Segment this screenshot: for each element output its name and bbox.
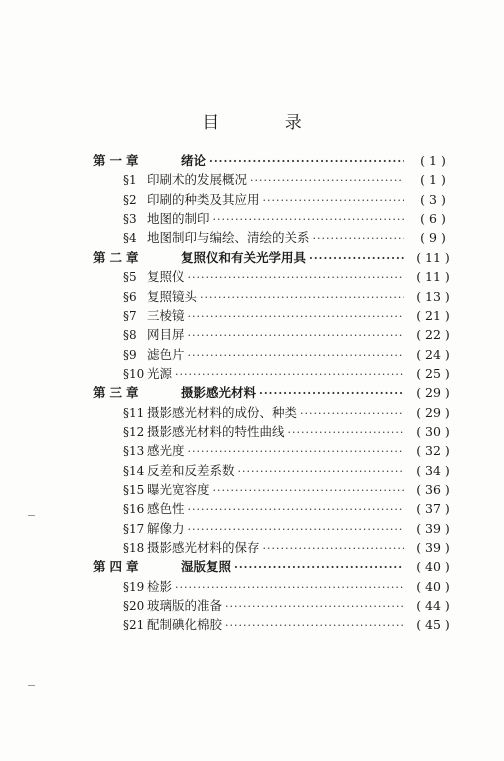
dot-leader [225, 597, 404, 616]
toc-section-row [123, 345, 459, 364]
toc-section-row [123, 596, 459, 615]
section-number: §7 [123, 308, 137, 323]
dot-leader [188, 307, 404, 326]
section-number: §1 [123, 173, 137, 188]
toc-chapter-row [93, 248, 459, 267]
section-title: 曝光宽容度 [147, 482, 210, 497]
dot-leader [263, 191, 404, 210]
dot-leader [200, 288, 404, 307]
dot-leader [288, 423, 404, 442]
page-number: ( 21 ) [416, 307, 450, 323]
page-number: ( 6 ) [420, 211, 446, 227]
toc-chapter-row [93, 383, 459, 402]
section-title: 三棱镜 [147, 307, 185, 323]
section-number: §15 [123, 483, 145, 497]
page-number: ( 44 ) [416, 598, 450, 613]
section-title: 网目屏 [147, 327, 185, 343]
chapter-number: 第四章 [93, 559, 143, 575]
toc-section-row [123, 499, 459, 518]
toc-section-row [123, 170, 459, 189]
toc-section-row [123, 287, 459, 306]
page-number: ( 11 ) [416, 269, 450, 285]
section-title: 配制碘化棉胶 [147, 617, 223, 633]
section-title: 复照镜头 [147, 288, 198, 304]
toc-section-row [123, 306, 459, 325]
section-title: 感光度 [147, 443, 185, 459]
toc-section-row [123, 190, 459, 209]
page-number: ( 25 ) [416, 365, 450, 381]
section-number: §19 [123, 579, 145, 594]
page-number: ( 39 ) [416, 540, 450, 555]
page-number: ( 3 ) [420, 191, 446, 207]
page-number: ( 29 ) [416, 385, 450, 401]
dot-leader [300, 404, 404, 423]
edge-mark [28, 685, 35, 686]
chapter-title: 摄影感光材料 [181, 385, 257, 401]
page-number: ( 36 ) [416, 482, 450, 497]
section-number: §6 [123, 289, 137, 304]
section-number: §18 [123, 541, 145, 555]
dot-leader [209, 152, 404, 171]
section-title: 印刷术的发展概况 [147, 172, 248, 188]
section-number: §17 [123, 521, 145, 536]
page-number: ( 11 ) [416, 249, 450, 265]
section-number: §9 [123, 347, 137, 362]
toc-section-row [123, 538, 459, 557]
toc-section-row [123, 209, 459, 228]
toc-chapter-row [93, 557, 459, 576]
toc-section-row [123, 267, 459, 286]
toc-section-row [123, 615, 459, 634]
section-title: 检影 [147, 578, 173, 594]
page-number: ( 32 ) [416, 443, 450, 459]
page-number: ( 29 ) [416, 404, 450, 420]
dot-leader [175, 365, 404, 384]
dot-leader [213, 210, 404, 229]
section-number: §12 [123, 424, 145, 439]
section-number: §5 [123, 270, 137, 285]
section-title: 解像力 [147, 520, 185, 536]
section-title: 反差和反差系数 [147, 462, 235, 478]
section-title: 印刷的种类及其应用 [147, 191, 260, 207]
section-number: §3 [123, 212, 137, 227]
dot-leader [313, 229, 404, 248]
page-title: 目 录 [202, 113, 332, 133]
chapter-number: 第一章 [93, 153, 143, 168]
dot-leader [213, 481, 404, 500]
page-number: ( 30 ) [416, 423, 450, 439]
dot-leader [188, 326, 404, 345]
dot-leader [188, 442, 404, 461]
toc-section-row [123, 325, 459, 344]
toc-section-row [123, 577, 459, 596]
page-number: ( 1 ) [420, 153, 446, 168]
edge-mark [28, 515, 35, 516]
page-number: ( 9 ) [420, 230, 446, 246]
page-number: ( 37 ) [416, 501, 450, 517]
section-number: §10 [123, 366, 145, 381]
page-number: ( 34 ) [416, 462, 450, 478]
dot-leader [188, 500, 404, 519]
section-number: §20 [123, 599, 145, 613]
toc-section-row [123, 422, 459, 441]
section-title: 复照仪 [147, 269, 185, 285]
dot-leader [250, 171, 404, 190]
page-number: ( 13 ) [416, 288, 450, 304]
dot-leader [225, 616, 404, 635]
section-number: §13 [123, 444, 145, 459]
page-number: ( 24 ) [416, 346, 450, 362]
dot-leader [234, 558, 404, 577]
section-title: 光源 [147, 365, 173, 381]
page-number: ( 45 ) [416, 617, 450, 633]
section-number: §11 [123, 405, 145, 420]
chapter-title: 湿版复照 [181, 559, 232, 575]
toc-section-row [123, 480, 459, 499]
dot-leader [188, 268, 404, 287]
dot-leader [238, 462, 404, 481]
dot-leader [188, 346, 404, 365]
dot-leader [263, 539, 404, 558]
dot-leader [188, 520, 404, 539]
page-number: ( 1 ) [420, 172, 446, 188]
toc-section-row [123, 519, 459, 538]
section-title: 地图的制印 [147, 211, 210, 227]
section-number: §21 [123, 618, 145, 633]
section-number: §2 [123, 192, 137, 207]
section-number: §8 [123, 328, 137, 343]
toc-section-row [123, 228, 459, 247]
chapter-title: 复照仪和有关光学用具 [181, 249, 307, 265]
dot-leader [175, 578, 404, 597]
section-number: §4 [123, 231, 137, 246]
section-title: 感色性 [147, 501, 185, 517]
page-number: ( 40 ) [416, 578, 450, 594]
toc-chapter-row [93, 151, 459, 170]
chapter-number: 第三章 [93, 385, 143, 401]
chapter-number: 第二章 [93, 249, 143, 265]
toc-section-row [123, 441, 459, 460]
chapter-title: 绪论 [181, 153, 207, 168]
section-title: 摄影感光材料的特性曲线 [147, 423, 285, 439]
section-title: 地图制印与编绘、清绘的关系 [147, 230, 310, 246]
section-number: §16 [123, 502, 145, 517]
section-title: 滤色片 [147, 346, 185, 362]
dot-leader [259, 384, 404, 403]
section-number: §14 [123, 463, 145, 478]
toc-section-row [123, 461, 459, 480]
dot-leader [309, 249, 404, 268]
section-title: 摄影感光材料的成份、种类 [147, 404, 298, 420]
page-number: ( 39 ) [416, 520, 450, 536]
toc-section-row [123, 364, 459, 383]
section-title: 玻璃版的准备 [147, 598, 223, 613]
toc-section-row [123, 403, 459, 422]
page-number: ( 40 ) [416, 559, 450, 575]
section-title: 摄影感光材料的保存 [147, 540, 260, 555]
page-number: ( 22 ) [416, 327, 450, 343]
